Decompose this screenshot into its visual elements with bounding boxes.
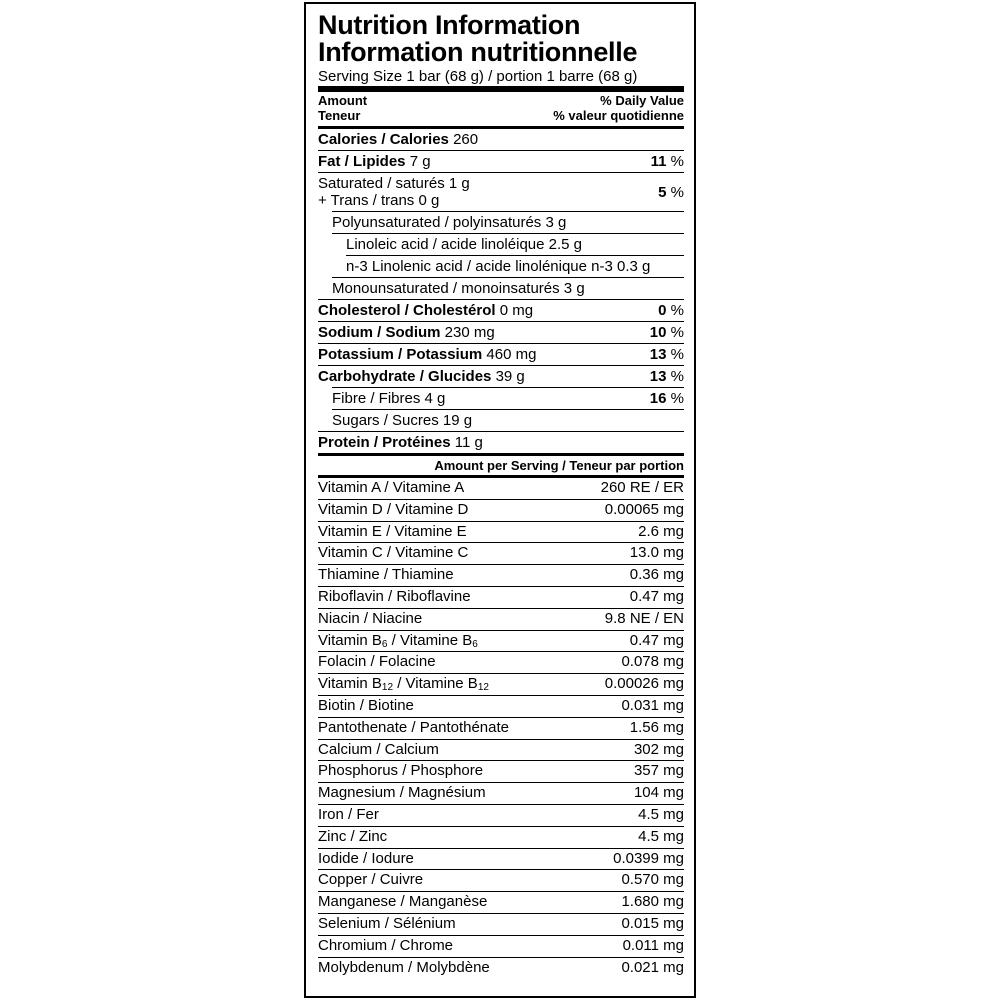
potassium-row (318, 344, 684, 365)
saturated-line: Saturated / saturés 1 g (318, 175, 470, 192)
title-french: Information nutritionnelle (318, 37, 638, 67)
saturated-row (318, 173, 684, 211)
carbohydrate-pct: 13 (649, 368, 667, 385)
vitamin-name: Vitamin E / Vitamine E (318, 522, 467, 540)
vitamin-row (318, 804, 684, 826)
vitamin-value: 4.5 mg (638, 827, 684, 845)
fat-amount: 7 g (409, 153, 431, 170)
linolenic-text: n-3 Linolenic acid / acide linolénique n-3 0.3 g (346, 258, 651, 275)
daily-value-header-fr: % valeur quotidienne (553, 108, 684, 123)
saturated-pct: 5 (658, 183, 667, 201)
calories-label: Calories / Calories (318, 131, 449, 148)
vitamin-name: Biotin / Biotine (318, 696, 414, 714)
protein-label: Protein / Protéines (318, 434, 451, 451)
protein-amount: 11 g (454, 434, 483, 451)
vitamin-value: 357 mg (633, 762, 684, 780)
vitamin-value: 0.011 mg (622, 936, 684, 954)
column-header (318, 92, 684, 126)
calories-value: 260 (453, 131, 479, 148)
fat-pct-unit: % (670, 153, 684, 170)
vitamin-row (318, 717, 684, 739)
vitamin-value: 1.56 mg (629, 718, 684, 736)
vitamin-row (318, 826, 684, 848)
per-serving-header: Amount per Serving / Teneur par portion (434, 458, 684, 473)
vitamin-name: Iodide / Iodure (318, 849, 414, 867)
vitamin-row (318, 521, 684, 543)
vitamin-name: Riboflavin / Riboflavine (318, 587, 471, 605)
vitamin-row (318, 913, 684, 935)
fibre-row (318, 388, 684, 409)
fibre-pct-unit: % (670, 390, 684, 407)
vitamin-name: Vitamin C / Vitamine C (318, 544, 469, 562)
linolenic-row (318, 256, 684, 277)
potassium-amount: 460 mg (486, 346, 537, 363)
vitamin-value: 0.078 mg (621, 653, 684, 671)
vitamin-name: Selenium / Sélénium (318, 914, 456, 932)
vitamin-row (318, 651, 684, 673)
vitamin-value: 0.47 mg (629, 631, 684, 649)
sodium-pct: 10 (649, 324, 667, 341)
vitamin-row (318, 739, 684, 761)
vitamin-value: 302 mg (633, 740, 684, 758)
vitamin-name: Phosphorus / Phosphore (318, 762, 484, 780)
vitamin-name: Zinc / Zinc (318, 827, 388, 845)
sugars-text: Sugars / Sucres 19 g (332, 412, 473, 429)
vitamin-name: Iron / Fer (318, 805, 379, 823)
vitamin-value: 13.0 mg (629, 544, 684, 562)
sodium-pct-unit: % (670, 324, 684, 341)
daily-value-header-en: % Daily Value (600, 93, 684, 108)
polyunsaturated-row (318, 212, 684, 233)
vitamin-row (318, 695, 684, 717)
carbohydrate-row (318, 366, 684, 387)
monounsaturated-text: Monounsaturated / monoinsaturés 3 g (332, 280, 585, 297)
polyunsaturated-text: Polyunsaturated / polyinsaturés 3 g (332, 214, 567, 231)
vitamin-name: Calcium / Calcium (318, 740, 439, 758)
vitamin-row (318, 869, 684, 891)
fat-label: Fat / Lipides (318, 153, 406, 170)
sodium-row (318, 322, 684, 343)
linoleic-row (318, 234, 684, 255)
vitamin-name: Vitamin $B_6$ / Vitamine $B_6$ (318, 631, 478, 650)
vitamin-row (318, 957, 684, 979)
vitamin-row (318, 782, 684, 804)
potassium-pct-unit: % (670, 346, 684, 363)
vitamin-row (318, 673, 684, 695)
vitamin-name: Copper / Cuivre (318, 871, 424, 889)
carbohydrate-pct-unit: % (670, 368, 684, 385)
vitamin-row (318, 630, 684, 652)
vitamin-row (318, 935, 684, 957)
vitamin-row (318, 564, 684, 586)
vitamin-value: 9.8 NE / EN (604, 609, 684, 627)
title-english: Nutrition Information (318, 10, 581, 40)
fibre-pct: 16 (649, 390, 667, 407)
vitamin-value: 0.031 mg (621, 696, 684, 714)
vitamin-row (318, 760, 684, 782)
vitamin-value: 0.570 mg (621, 871, 684, 889)
vitamin-value: 0.00026 mg (604, 675, 684, 693)
saturated-pct-unit: % (670, 183, 684, 201)
vitamin-row (318, 586, 684, 608)
carbohydrate-label: Carbohydrate / Glucides (318, 368, 492, 385)
potassium-pct: 13 (649, 346, 667, 363)
cholesterol-amount: 0 mg (499, 302, 534, 319)
linoleic-text: Linoleic acid / acide linoléique 2.5 g (346, 236, 582, 253)
fat-pct: 11 (650, 153, 667, 170)
vitamin-row (318, 891, 684, 913)
sodium-amount: 230 mg (444, 324, 495, 341)
cholesterol-label: Cholesterol / Cholestérol (318, 302, 496, 319)
vitamin-name: Magnesium / Magnésium (318, 784, 486, 802)
calories-row (318, 129, 684, 150)
vitamin-row (318, 542, 684, 564)
vitamin-value: 260 RE / ER (600, 479, 684, 496)
vitamin-value: 0.47 mg (629, 587, 684, 605)
vitamin-name: Manganese / Manganèse (318, 893, 488, 911)
cholesterol-row (318, 300, 684, 321)
vitamin-name: Molybdenum / Molybdène (318, 958, 490, 976)
fat-row (318, 151, 684, 172)
vitamin-value: 0.00065 mg (604, 500, 684, 518)
sugars-row (318, 410, 684, 431)
nutrition-facts-panel (304, 2, 696, 998)
vitamin-name: Vitamin $B_{12}$ / Vitamine $B_{12}$ (318, 675, 489, 694)
carbohydrate-amount: 39 g (495, 368, 525, 385)
cholesterol-pct-unit: % (670, 302, 684, 319)
vitamin-value: 0.0399 mg (613, 849, 684, 867)
vitamin-mineral-list (318, 478, 684, 978)
vitamin-row (318, 848, 684, 870)
protein-row (318, 432, 684, 453)
cholesterol-pct: 0 (658, 302, 667, 319)
vitamin-name: Niacin / Niacine (318, 609, 423, 627)
vitamin-value: 0.36 mg (629, 566, 684, 584)
vitamin-value: 1.680 mg (621, 893, 684, 911)
vitamin-row (318, 608, 684, 630)
monounsaturated-row (318, 278, 684, 299)
potassium-label: Potassium / Potassium (318, 346, 483, 363)
vitamin-value: 104 mg (633, 784, 684, 802)
vitamin-value: 2.6 mg (638, 522, 684, 540)
vitamin-name: Vitamin A / Vitamine A (318, 479, 465, 496)
serving-size: Serving Size 1 bar (68 g) / portion 1 barre (68 g) (318, 68, 638, 85)
vitamin-row (318, 499, 684, 521)
vitamin-name: Thiamine / Thiamine (318, 566, 454, 584)
vitamin-row (318, 478, 684, 499)
vitamin-name: Pantothenate / Pantothénate (318, 718, 509, 736)
vitamin-name: Chromium / Chrome (318, 936, 454, 954)
sodium-label: Sodium / Sodium (318, 324, 441, 341)
amount-header-fr: Teneur (318, 108, 361, 123)
vitamin-value: 0.015 mg (621, 914, 684, 932)
vitamin-name: Folacin / Folacine (318, 653, 436, 671)
fibre-label: Fibre / Fibres 4 g (332, 390, 446, 407)
amount-header-en: Amount (318, 93, 368, 108)
vitamin-value: 0.021 mg (621, 958, 684, 976)
vitamin-name: Vitamin D / Vitamine D (318, 500, 469, 518)
vitamin-value: 4.5 mg (638, 805, 684, 823)
trans-line: + Trans / trans 0 g (318, 192, 440, 209)
